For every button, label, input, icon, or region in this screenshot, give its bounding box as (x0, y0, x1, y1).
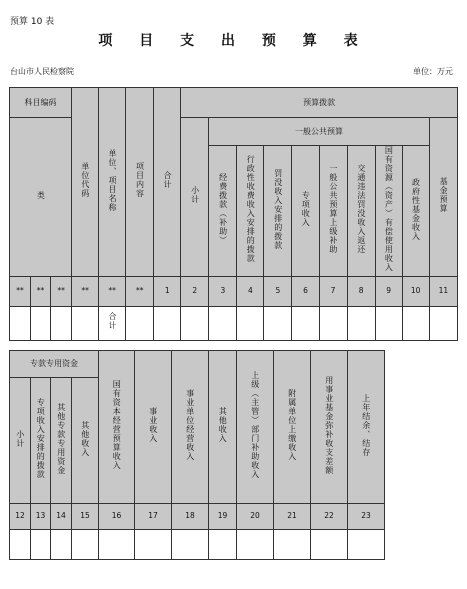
blank-area (385, 351, 459, 560)
organization-name: 台山市人民检察院 (10, 67, 74, 76)
data-cell (126, 306, 154, 340)
data-cell (348, 530, 385, 560)
number-cell: 8 (347, 276, 375, 306)
number-cell: 3 (209, 276, 237, 306)
header-special-fund: 专款专用资金 (10, 351, 99, 378)
header-fiscal: 经费拨款（补助） (209, 146, 237, 277)
header-special-income: 专项收入安排的拨款 (31, 378, 51, 504)
header-transfer: 一般公共预算上级补助 (319, 146, 347, 277)
header-gov-fund: 基金预算 (429, 118, 457, 277)
data-cell (51, 306, 72, 340)
total-row-label: 合计 (99, 306, 126, 340)
data-cell (172, 530, 209, 560)
header-subtotal-2: 小计 (10, 378, 31, 504)
data-cell (402, 306, 429, 340)
header-unit-project-name: 单位、项目名称 (99, 88, 126, 277)
header-state-asset: 国有资源（资产）有偿使用收入 (375, 146, 402, 277)
number-cell: 13 (31, 504, 51, 530)
number-cell: 19 (209, 504, 237, 530)
number-cell: 18 (172, 504, 209, 530)
number-cell: 20 (237, 504, 274, 530)
page-title: 项 目 支 出 预 算 表 (98, 33, 369, 49)
header-project-content: 项目内容 (126, 88, 154, 277)
data-cell (237, 306, 264, 340)
number-cell: 9 (375, 276, 402, 306)
header-superior-subsidy: 上级（主管）部门补助收入 (237, 351, 274, 504)
data-cell (31, 530, 51, 560)
header-gov-fund-income: 政府性基金收入 (402, 146, 429, 277)
number-cell: 1 (154, 276, 181, 306)
header-subtotal: 小计 (181, 118, 209, 277)
data-cell (135, 530, 172, 560)
data-cell (72, 530, 99, 560)
data-cell (10, 530, 31, 560)
header-biz-op-income: 事业单位经营收入 (172, 351, 209, 504)
header-general-budget: 一般公共预算 (209, 118, 429, 146)
mark-cell: ** (51, 276, 72, 306)
data-cell (311, 530, 348, 560)
header-other-income: 其他收入 (72, 378, 99, 504)
table-row-index (10, 276, 458, 306)
number-cell: 16 (99, 504, 135, 530)
data-cell (31, 306, 51, 340)
data-cell (10, 306, 31, 340)
form-number: 预算 10 表 (10, 17, 55, 27)
header-unit-code: 单位代码 (72, 88, 99, 277)
number-cell: 6 (292, 276, 319, 306)
data-cell (181, 306, 209, 340)
header-carryover: 上年结余、结存 (348, 351, 385, 504)
header-affiliated-income: 附属单位上缴收入 (274, 351, 311, 504)
data-cell (319, 306, 347, 340)
data-cell (375, 306, 402, 340)
number-cell: 21 (274, 504, 311, 530)
header-other-special: 其他专款专用资金 (51, 378, 72, 504)
number-cell: 2 (181, 276, 209, 306)
header-other-income-2: 其他收入 (209, 351, 237, 504)
number-cell: 12 (10, 504, 31, 530)
data-cell (237, 530, 274, 560)
header-subject-code: 科目编码 (10, 88, 72, 118)
number-cell: 4 (237, 276, 264, 306)
number-cell: 23 (348, 504, 385, 530)
number-cell: 10 (402, 276, 429, 306)
mark-cell: ** (72, 276, 99, 306)
number-cell: 15 (72, 504, 99, 530)
header-soe-income: 国有资本经营预算收入 (99, 351, 135, 504)
mark-cell: ** (99, 276, 126, 306)
data-cell (154, 306, 181, 340)
header-total: 合计 (154, 88, 181, 277)
budget-table-main (9, 87, 458, 341)
number-cell: 22 (311, 504, 348, 530)
header-biz-income: 事业收入 (135, 351, 172, 504)
number-cell: 14 (51, 504, 72, 530)
mark-cell: ** (10, 276, 31, 306)
unit-label: 单位：万元 (413, 67, 453, 76)
header-traffic: 交通违法罚没收入返还 (347, 146, 375, 277)
header-penalty: 罚没收入安排的拨款 (264, 146, 292, 277)
data-cell (99, 530, 135, 560)
header-class: 类 (10, 118, 72, 277)
header-special: 专项收入 (292, 146, 319, 277)
number-cell: 11 (429, 276, 457, 306)
data-cell (72, 306, 99, 340)
data-cell (429, 306, 457, 340)
data-cell (209, 306, 237, 340)
data-cell (264, 306, 292, 340)
header-fund-use: 用事业基金弥补收支差额 (311, 351, 348, 504)
data-cell (292, 306, 319, 340)
table-row-total (10, 306, 458, 340)
data-cell (51, 530, 72, 560)
header-budget-alloc: 预算拨款 (181, 88, 458, 118)
data-cell (274, 530, 311, 560)
data-cell (209, 530, 237, 560)
budget-table-continued (9, 350, 459, 560)
number-cell: 17 (135, 504, 172, 530)
mark-cell: ** (126, 276, 154, 306)
header-admin-fee: 行政性收费收入安排的拨款 (237, 146, 264, 277)
mark-cell: ** (31, 276, 51, 306)
number-cell: 7 (319, 276, 347, 306)
number-cell: 5 (264, 276, 292, 306)
data-cell (347, 306, 375, 340)
